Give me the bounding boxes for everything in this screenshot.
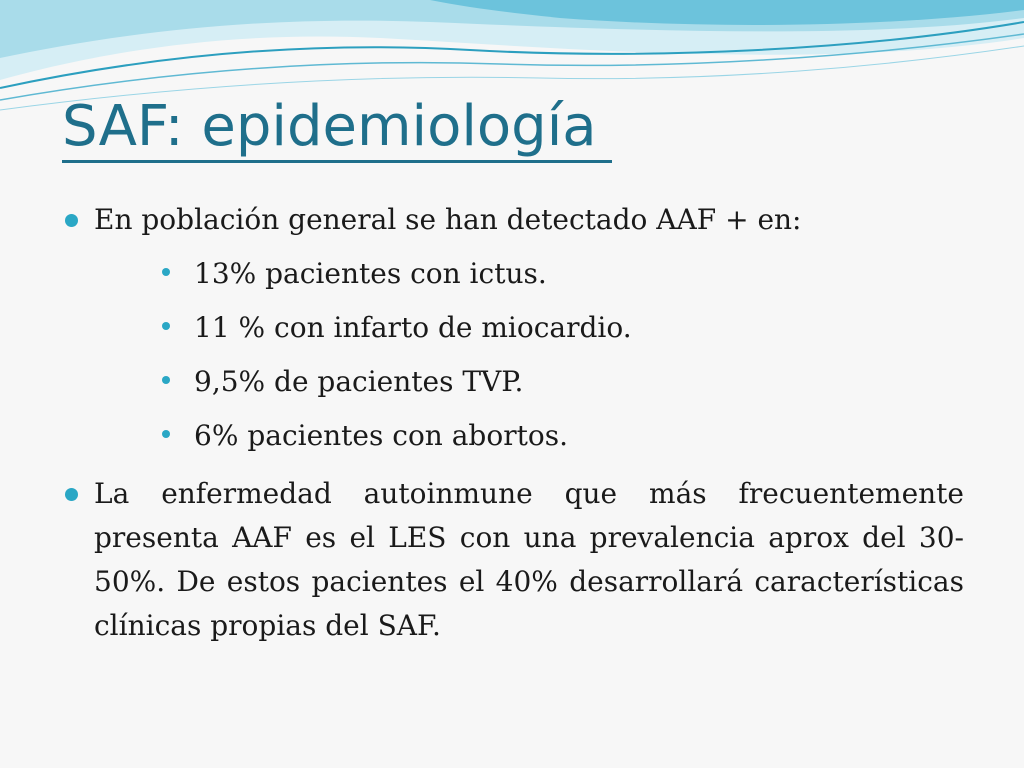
bullet-text: En población general se han detectado AAF + en: xyxy=(94,203,802,236)
sub-bullet-text: 11 % con infarto de miocardio. xyxy=(194,311,632,344)
bullet-text: La enfermedad autoinmune que más frecuentemente presenta AAF es el LES con una prevalencia aprox del 30-50%. De estos pacientes el 40% desarrollará características clínicas propias del SAF. xyxy=(94,477,964,642)
sub-bullet-dot-icon xyxy=(162,322,170,330)
sub-bullet-dot-icon xyxy=(162,268,170,276)
sub-bullet-text: 13% pacientes con ictus. xyxy=(194,257,547,290)
bullet-dot-icon xyxy=(65,488,78,501)
sub-bullet-text: 9,5% de pacientes TVP. xyxy=(194,365,524,398)
sub-bullet-text: 6% pacientes con abortos. xyxy=(194,419,568,452)
sub-bullet-dot-icon xyxy=(162,376,170,384)
sub-bullet-dot-icon xyxy=(162,430,170,438)
slide-title: SAF: epidemiología xyxy=(62,94,597,159)
title-underline xyxy=(62,160,612,163)
bullet-dot-icon xyxy=(65,214,78,227)
